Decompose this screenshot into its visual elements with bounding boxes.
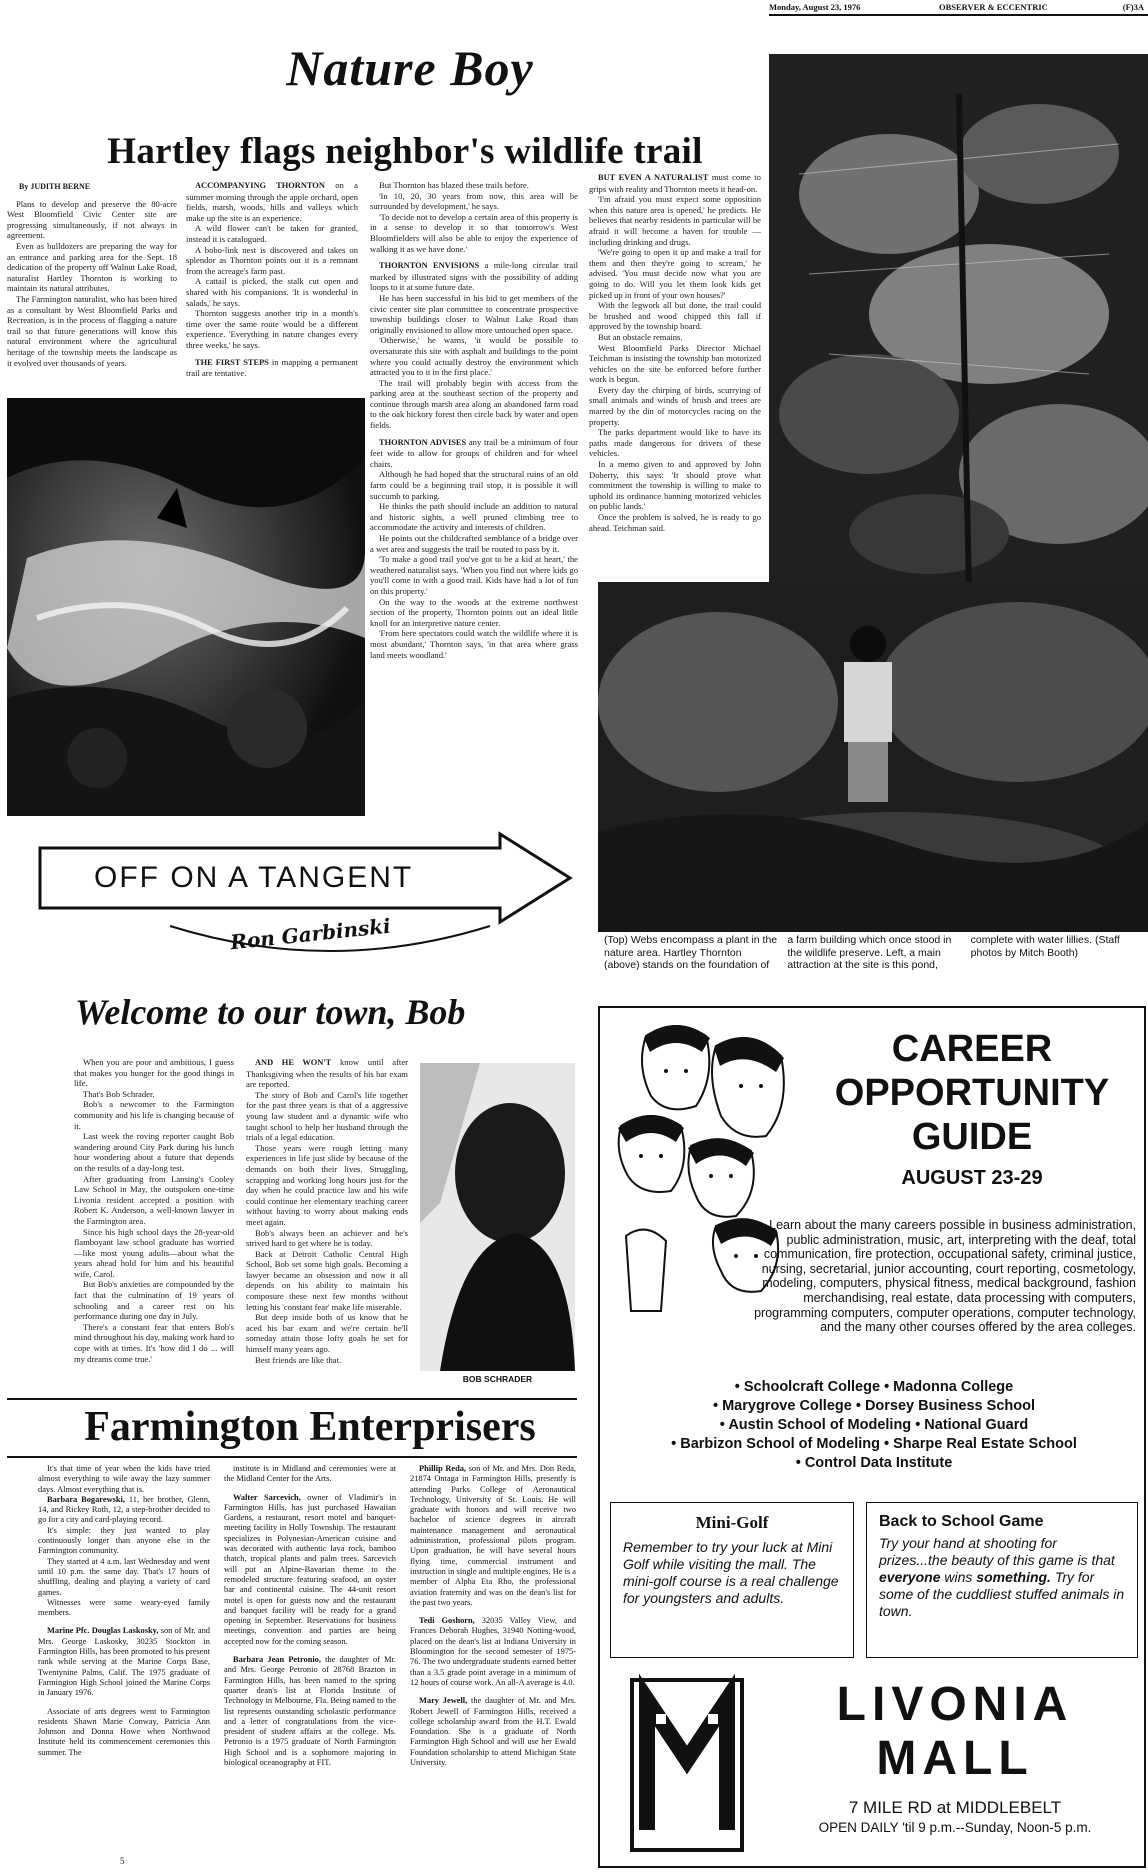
paragraph: 'To make a good trail you've got to be a kid at heart,' the weathered naturalist says. 'When you find out where kids go you'll come in with a good trail. Kids have had a lot of fun on this property.' — [370, 554, 578, 596]
bts-text-part: wins — [940, 1569, 977, 1585]
paragraph: He thinks the path should include an addition to natural and historic sights, a well pruned climbing tree to accommodate the activity and interests of children. — [370, 501, 578, 533]
tangent-label: OFF ON A TANGENT — [94, 861, 414, 894]
bts-text-part: Try your hand at shooting for prizes...the beauty of this game is that — [879, 1535, 1115, 1568]
story1-headline: Hartley flags neighbor's wildlife trail — [107, 131, 703, 172]
pond-photo — [7, 398, 365, 816]
story3-col2 — [224, 1464, 396, 1859]
bts-title: Back to School Game — [879, 1513, 1044, 1530]
paragraph: A wild flower can't be taken for granted, instead it is catalogued. — [186, 223, 358, 244]
minigolf-title: Mini-Golf — [695, 1513, 769, 1532]
story1-col1 — [7, 180, 177, 390]
paragraph: Although he had hoped that the structural ruins of an old farm could be a beginning trail stop, it is possible it will succumb to parking. — [370, 469, 578, 501]
paragraph-text: must come to grips with reality and Thornton meets it head-on. — [589, 172, 761, 194]
lead-name: Barbara Jean Petronio, — [233, 1655, 321, 1665]
paragraph: A bobo-link nest is discovered and takes on splendor as Thornton points out it is a remnant from the acreage's farm past. — [186, 244, 358, 276]
paragraph-text: know until after Thanksgiving when the results of his bar exam are reported. — [246, 1057, 408, 1090]
schrader-caption: BOB SCHRADER — [462, 1374, 533, 1384]
paragraph: Every day the chirping of birds, scurrying of small animals and winds of brush and trees are marred by the din of motorcycles racing on the property. — [589, 384, 761, 427]
subhead: AND HE WON'T — [255, 1058, 332, 1067]
back-to-school-box — [866, 1502, 1138, 1658]
bts-text — [879, 1535, 1127, 1620]
bts-bold-something: something. — [976, 1569, 1051, 1585]
paragraph: Last week the roving reporter caught Bob wandering around City Park during his lunch hour wondering about a future that depends on the results of a day-long test. — [74, 1131, 234, 1173]
story2-headline: Welcome to our town, Bob — [75, 992, 466, 1032]
lead-name: Barbara Bogarewski, — [47, 1494, 125, 1504]
minigolf-box — [610, 1502, 854, 1658]
paragraph: Plans to develop and preserve the 80-acre West Bloomfield Civic Center site are progressing simultaneously, if not always in agreement. — [7, 198, 177, 241]
story2-col1 — [74, 1057, 234, 1394]
paragraph: Even as bulldozers are preparing the way for an entrance and parking area for the Sept. 18 dedication of the property off Walnut Lake Road, naturalist Hartley Thornton is working to maintain its natural attributes. — [7, 240, 177, 294]
paragraph-text: It's simple: they just wanted to play continuously longer than anyone else in the Farmington community. — [38, 1525, 210, 1556]
paragraph: 'To decide not to develop a certain area of this property is in a sense to develop it so that tomorrow's West Bloomfielders will also be able to enjoy the experience of walking it as we have done.' — [370, 211, 578, 254]
paragraph-text: 32035 Valley View, and Frances Deborah Hughes, 31940 Notting-wood, placed on the dean's list at Indiana University in Bloomington for the second semester of 1975-76. The two undergraduate students earned better than a 3.5 grade point average in a minimum of 12 hours of course work. An all-A average is 4.0. — [410, 1616, 576, 1687]
paragraph: That's Bob Schrader. — [83, 1088, 155, 1099]
paragraph: When you are poor and ambitious, I guess that makes you hunger for the good things in life. — [74, 1057, 234, 1089]
school-line: • Barbizon School of Modeling • Sharpe Real Estate School — [671, 1436, 1077, 1452]
paragraph: 'Otherwise,' he warns, 'it would be possible to oversaturate this site with asphalt and buildings to the point where you could actually destroy the environment which attracted you to it in the first place.' — [370, 335, 578, 378]
career-title-1: CAREER — [891, 1028, 1053, 1070]
paragraph-text: a mile-long circular trail marked by illustrated signs with the possibility of adding loops to it at some future date. — [370, 260, 578, 293]
paragraph: There's a constant fear that enters Bob's mind throughout his day, making work hard to cope with at times. It's 'how did I do ... will my dreams come true.' — [74, 1321, 234, 1364]
lead-name: Marine Pfc. Douglas Laskosky, — [47, 1626, 159, 1636]
tangent-logo — [30, 826, 575, 961]
paragraph-text: the daughter of Mr. and Mrs. Robert Jewell of Farmington Hills, received a college scholarship award from the H.T. Ewald Foundation. She is a graduate of North Farmington High School and will use her Ewald Foundation scholarship to attend Michigan State University. — [410, 1696, 576, 1768]
mall-name: LIVONIA MALL — [836, 1678, 1074, 1785]
subhead: THORNTON ENVISIONS — [379, 261, 480, 271]
mall-hours: OPEN DAILY 'til 9 p.m.--Sunday, Noon-5 p.m. — [818, 1820, 1092, 1835]
story1-col2 — [186, 180, 358, 390]
subhead: ACCOMPANYING THORNTON — [195, 181, 325, 190]
lead-name: Walter Sarcevich, — [233, 1492, 301, 1502]
paragraph: The story of Bob and Carol's life together for the past three years is that of a aggressive young law student and a dynamic wife who taught school to help her husband through the trials of a legal education. — [246, 1089, 408, 1143]
photo-caption: (Top) Webs encompass a plant in the nature area. Hartley Thornton (above) stands on the foundation of a farm building which once stood in the wildlife preserve. Left, a main attraction at the site is this pond, complete with water lillies. (Staff photos by Mitch Booth) — [604, 934, 1120, 971]
masthead — [769, 0, 1148, 14]
paragraph-text: It's that time of year when the kids have tried almost everything to wile away the lazy summer days. Almost everything that is. — [38, 1464, 210, 1494]
school-list — [620, 1378, 1128, 1473]
story3-col3 — [410, 1464, 576, 1859]
page-folio: 5 — [120, 1856, 125, 1866]
masthead-paper: OBSERVER & ECCENTRIC — [939, 2, 1048, 12]
school-line: • Austin School of Modeling • National Guard — [719, 1417, 1029, 1433]
masthead-page: (F)3A — [1122, 2, 1144, 12]
paragraph: 'I'm afraid you must expect some opposition when this nature area is opened,' he predicts. He believes that nearby residents in particular will be afraid it will become a haven for trouble — including drinking and drugs. — [589, 194, 761, 247]
paragraph: But an obstacle remains. — [598, 331, 683, 342]
paragraph-text: the daughter of Mr. and Mrs. George Petronio of 28768 Brazton in Farmington Hills, has been named to the spring quarter dean's list at Florida Institute of Technology in Melbourne, Fla. Being named to the list represents outstanding scholastic performance and a letter of congratulations from the vice-president of student affairs at the college. Ms. Petronio is a 1975 graduate of North Farmington High School and is a sophomore majoring in biological oceanography at FIT. — [224, 1655, 396, 1768]
minigolf-text: Remember to try your luck at Mini Golf while visiting the mall. The mini-golf course is a real challenge for youngsters and adults. — [623, 1539, 839, 1606]
paragraph-text: institute is in Midland and ceremonies were at the Midland Center for the Arts. — [224, 1464, 396, 1484]
paragraph: The parks department would like to have its paths made dangerous for drivers of these vehicles. — [589, 427, 761, 459]
paragraph: On the way to the woods at the extreme northwest section of the property, Thornton points out an ideal little knoll for an interpretive nature center. — [370, 596, 578, 628]
story1-col3 — [370, 180, 578, 870]
tangent-signature: Ron Garbinski — [229, 913, 392, 955]
paragraph: But Bob's anxieties are compounded by the fact that the culmination of 19 years of schooling and a career rest on his performance during one day in July. — [74, 1279, 234, 1322]
paragraph: 'In 10, 20, 30 years from now, this area will be surrounded by development,' he says. — [370, 190, 578, 212]
livonia-mall-logo — [612, 1670, 762, 1860]
webs-photo — [769, 54, 1148, 602]
paragraph: Those years were rough letting many experiences in life just slide by because of the demands on both their lives. Struggling, scrapping and working long hours just for the day when he could practice law and his wife could continue her elementary teaching career without having to worry about making ends meet again. — [246, 1142, 408, 1227]
mall-m-logo-icon — [612, 1670, 762, 1860]
paragraph: He points out the childcrafted semblance of a bridge over a wet area and suggests the trail be routed to pass by it. — [370, 533, 578, 554]
paragraph: The Farmington naturalist, who has been hired as a consultant by West Bloomfield Parks and Recreation, is in the process of flagging a nature trail so that future generations will know this natural environment where the agricultural heritage of the township meets the landscape as it evolved over thousands of years. — [7, 293, 177, 368]
paragraph: Back at Detroit Catholic Central High School, Bob set some high goals. Becoming a lawyer became an obsession and now it all depends on his ability to maintain his composure these next few months without letting his 'constant fear' make life miserable. — [246, 1248, 408, 1312]
career-title-3: GUIDE — [911, 1116, 1033, 1158]
career-ad — [598, 1006, 1146, 1868]
subhead: THORNTON ADVISES — [379, 437, 467, 447]
masthead-rule — [769, 14, 1148, 16]
paragraph: West Bloomfield Parks Director Michael Teichman is insisting the township ban motorized vehicles on the site be enforced before further work is begun. — [589, 342, 761, 385]
story1-col4 — [589, 172, 761, 580]
school-line: • Control Data Institute — [795, 1455, 953, 1471]
paragraph-text: owner of Vladimir's in Farmington Hills, has just purchased Hawaiian Gardens, a restaurant, resort motel and banquet-meeting facility in Holly Township. The restaurant specializes in Polynesian-American cuisine and was decorated with authentic lava rock, bamboo thatch, tropical plants and palm trees. Sarcevich will put an Alpine-Bavarian theme to the remodeled structure featuring seafood, an oyster bar and continental cuisine. The 44-unit resort motel is open for guests now and the restaurant and banquet facility will be ready for a grand opening in September. Reservations for business meetings, convention and parties are being accepted now for the coming season. — [224, 1492, 396, 1646]
paragraph: A cattail is picked, the stalk cut open and shared with his companions. 'It is wonderful in salads,' he says. — [186, 276, 358, 308]
school-line: • Marygrove College • Dorsey Business School — [712, 1398, 1035, 1414]
paragraph: The trail will probably begin with access from the parking area at the southeast section of the property and continue through marsh area along an abandoned farm road to the oak hickory forest then circle back by water and open fields. — [370, 377, 578, 431]
paragraph-text: They started at 4 a.m. last Wednesday and went until 10 p.m. the same day. That's 17 hours of shuffling, dealing and playing a variety of card games. — [38, 1556, 210, 1597]
lead-name: Mary Jewell, — [419, 1696, 468, 1706]
paragraph-text: Associate of arts degrees went to Farmington residents Shawn Marie Conway, Patricia Ann Johnson and Donna Howe when Northwood Institute held its commencement ceremonies this summer. The — [38, 1706, 210, 1757]
paragraph: Thornton suggests another trip in a month's time over the same route would be a different experience. 'Everything in nature changes every three weeks,' he says. — [186, 308, 358, 350]
paragraph-text: any trail be a minimum of four feet wide to allow for groups of children and for wheel chairs. — [370, 436, 578, 469]
paragraph: Once the problem is solved, he is ready to go ahead. Teichman said. — [589, 512, 761, 533]
paragraph: In a memo given to and approved by John Doherty, this says: 'It should prove what commitment the township is willing to make to uphold its ordinance banning motorized vehicles on public lands.' — [589, 459, 761, 512]
paragraph: With the legwork all but done, the trail could be brushed and wood chipped this fall if approved by the township board. — [589, 300, 761, 332]
masthead-date: Monday, August 23, 1976 — [769, 2, 861, 12]
paragraph-text: on a summer morning through the apple orchard, open fields, marsh, woods, hills and valleys which make up the site is an experience. — [186, 180, 358, 223]
school-line: • Schoolcraft College • Madonna College — [734, 1379, 1014, 1395]
subhead: BUT EVEN A NATURALIST — [598, 173, 709, 182]
career-title-2: OPPORTUNITY — [834, 1072, 1110, 1114]
mall-address: 7 MILE RD at MIDDLEBELT — [848, 1798, 1062, 1817]
paragraph-text: son of Mr. and Mrs. Don Reda, 21874 Ontaga in Farmington Hills, presently is attending Parks College of Aeronautical Technology, University of St. Louis. He will graduate with honors and will receive two bachelor of science degrees in aircraft maintenance management and aeronautical administration, professional pilots program. Upon graduation, he will have several hours flying time, commercial instrument and instruction in single and multiple engines. He is a member of Alpha Eta Rho, the professional aviation fraternity and was on the dean's list for the past two years. — [410, 1464, 576, 1607]
thornton-photo — [598, 582, 1148, 932]
story3-col1 — [38, 1464, 210, 1859]
bts-text-part: Try for some of the cuddliest stuffed animals in town. — [879, 1569, 1125, 1619]
paragraph: Bob's always been an achiever and he's strived hard to get where he is today. — [246, 1227, 408, 1249]
paragraph: He has been successful in his bid to get members of the civic center site plan committee to concentrate prospective township buildings closer to Walnut Lake Road than originally envisioned to allow more untouched open space. — [370, 292, 578, 335]
paragraph: But deep inside both of us know that he aced his bar exam and we're certain he'll someday attain those lofty goals he set for himself many years ago. — [246, 1312, 408, 1355]
paragraph: Best friends are like that. — [255, 1354, 342, 1365]
subhead: THE FIRST STEPS — [195, 357, 269, 367]
lead-name: Phillip Reda, — [419, 1464, 467, 1473]
paragraph-text: 11, her brother, Glenn, 14, and Rickey Roth, 12, a step-brother decided to go for a city and card-playing record. — [38, 1494, 210, 1525]
story1-byline: By JUDITH BERNE — [19, 182, 91, 191]
paragraph-text: Witnesses were some weary-eyed family members. — [38, 1597, 210, 1618]
paragraph: But Thornton has blazed these trails before. — [379, 180, 529, 190]
story3-headline: Farmington Enterprisers — [84, 1404, 536, 1450]
story3-under-rule — [7, 1456, 577, 1458]
story1-kicker: Nature Boy — [286, 40, 534, 96]
career-body: Learn about the many careers possible in business administration, public administration, music, art, interpreting with the deaf, total communication, fire protection, occupational safety, criminal justice, nursing, secretarial, junior accounting, court reporting, cosmetology, modeling, computers, physical fitness, medical background, fashion merchandising, real estate, data processing with computers, programming computers, computer operations, computer technology, and the many other courses offered by the area colleges. — [754, 1218, 1136, 1335]
schrader-photo — [420, 1063, 575, 1371]
story2-col2 — [246, 1057, 408, 1394]
paragraph: 'From here spectators could watch the wildlife where it is most abundant,' Thornton says, 'in that area where grass land meets woodland.' — [370, 628, 578, 660]
paragraph: After graduating from Lansing's Cooley Law School in May, the outspoken one-time Livonia resident accepted a position with Robert K. Anderson, a well-known lawyer in the Farmington area. — [74, 1173, 234, 1226]
paragraph-text: son of Mr. and Mrs. George Laskosky, 30235 Stockton in Farmington Hills, has been promoted to his present rank while serving at the Marine Corps Base, Twentynine Palms, Calif. The 1975 graduate of Farmington High School joined the Marine Corps in January 1976. — [38, 1626, 210, 1698]
paragraph: Since his high school days the 28-year-old flamboyant law school graduate has worried—like most young adults—about what the years ahead hold for him and his beautiful wife, Carol. — [74, 1226, 234, 1279]
career-dates: AUGUST 23-29 — [901, 1167, 1043, 1189]
paragraph-text: in mapping a permanent trail are tentative. — [186, 356, 358, 379]
lead-name: Tedi Goshorn, — [419, 1616, 475, 1626]
paragraph: 'We're going to open it up and make a trail for them and then they're going to scream,' he advised. 'You must decide now what you are going to do. Will you let them look kids get picked up in front of your own houses?' — [589, 247, 761, 300]
paragraph: Bob's a newcomer to the Farmington community and his life is changing because of it. — [74, 1099, 234, 1131]
bts-bold-everyone: everyone — [879, 1569, 941, 1585]
